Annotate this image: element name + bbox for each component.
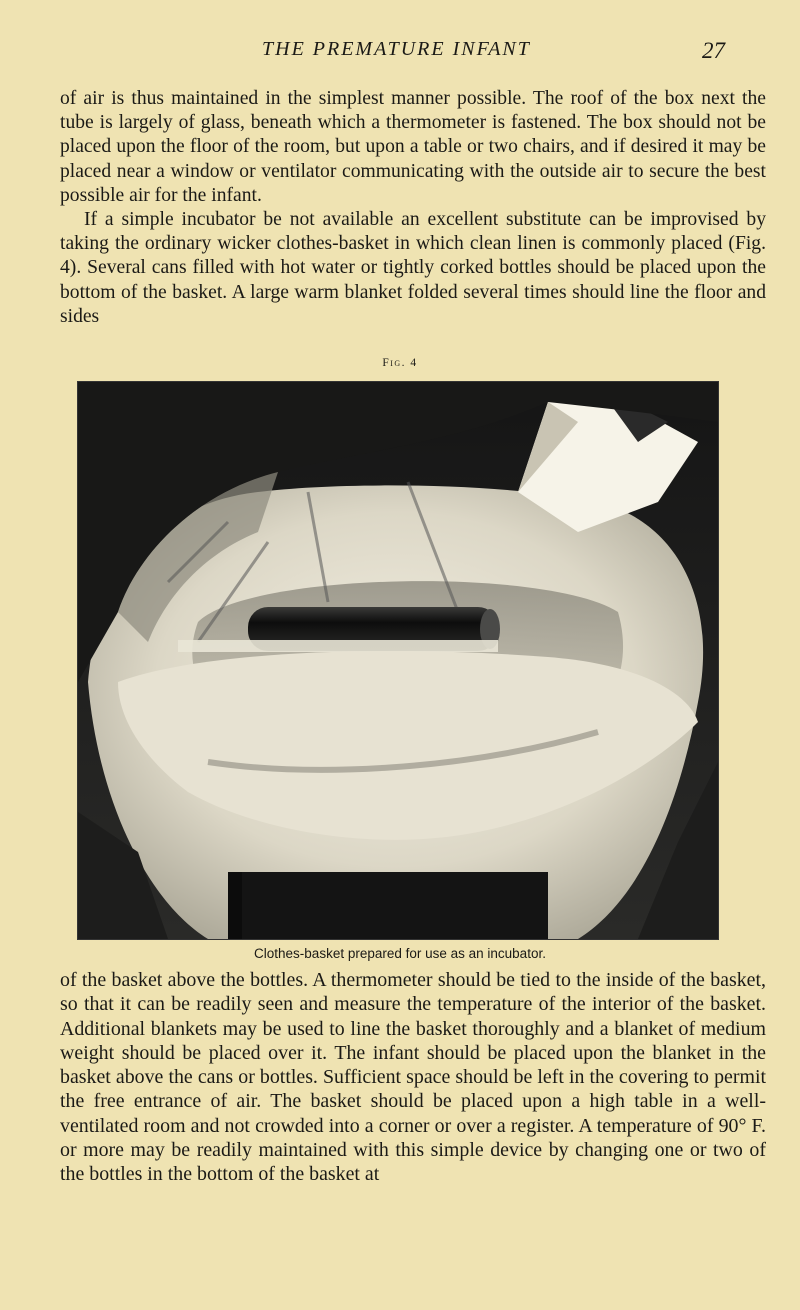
- basket-photo-illustration: [78, 382, 718, 939]
- figure-label: Fig. 4: [382, 357, 418, 369]
- figure-photo-clothes-basket: [77, 381, 719, 940]
- running-title: THE PREMATURE INFANT: [262, 38, 531, 60]
- figure-caption: Clothes-basket prepared for use as an incubator.: [254, 946, 546, 961]
- body-paragraph-1: of air is thus maintained in the simplest manner possible. The roof of the box next the tube is largely of glass, beneath which a thermometer is fastened. The box should not be placed upon the floor of the room, but upon a table or two chairs, and if desired it may be placed near a window or ventilator communicating with the outside air to secure the best possible air for the infant.: [60, 88, 766, 206]
- body-paragraph-3: of the basket above the bottles. A thermometer should be tied to the inside of the basket, so that it can be readily seen and measure the temperature of the interior of the basket. Additional blankets may be used to line the basket thoroughly and a blanket of medium weight should be placed over it. The infant should be placed upon the blanket in the basket above the cans or bottles. Sufficient space should be left in the covering to permit the free entrance of air. The basket should be placed upon a high table in a well-ventilated room and not crowded into a corner or over a register. A temperature of 90° F. or more may be readily maintained with this simple device by changing one or two of the bottles in the bottom of the basket at: [60, 969, 766, 1186]
- body-paragraph-2: If a simple incubator be not available an excellent substitute can be improvised by taking the ordinary wicker clothes-basket in which clean linen is commonly placed (Fig. 4). Several cans filled with hot water or tightly corked bottles should be placed upon the bottom of the basket. A large warm blanket folded several times should line the floor and sides: [60, 209, 766, 327]
- page-number: 27: [702, 38, 725, 63]
- page-header: [0, 38, 800, 68]
